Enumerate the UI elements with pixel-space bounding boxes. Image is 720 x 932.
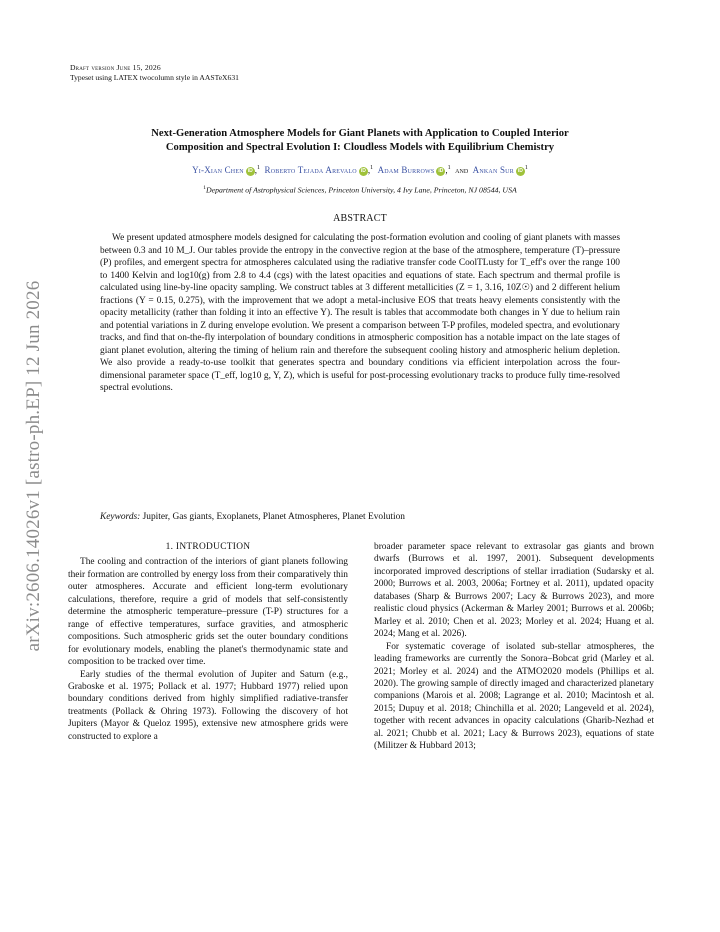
draft-version: Draft version June 15, 2026	[70, 63, 161, 72]
body-paragraph: For systematic coverage of isolated sub-stellar atmospheres, the leading frameworks are currently the Sonora–Bobcat grid (Marley et al. 2021; Morley et al. 2024) and the ATMO2020 models (Phillips et al. 2020). The growing sample of directly imaged and characterized planetary companions (Marois et al. 2008; Lagrange et al. 2010; Macintosh et al. 2015; Dupuy et al. 2018; Chinchilla et al. 2020; Langeveld et al. 2024), together with recent advances in opacity calculations (Gharib-Nezhad et al. 2021; Chubb et al. 2021; Lacy & Burrows 2023), equations of state (Militzer & Hubbard 2013;	[374, 641, 654, 752]
keywords-list: Jupiter, Gas giants, Exoplanets, Planet Atmospheres, Planet Evolution	[142, 512, 405, 522]
author-affil-mark: 1	[524, 165, 528, 171]
author-affil-mark: 1	[370, 165, 374, 171]
abstract-text: We present updated atmosphere models designed for calculating the post-formation evolution and cooling of giant planets with masses between 0.3 and 10 M_J. Our tables provide the entropy in the convective region at the base of the atmosphere, temperature (T)–pressure (P) profiles, and emergent spectra for atmospheres calculated using the radiative transfer code CoolTLusty for T_eff's over the range 100 to 1400 Kelvin and log10(g) from 2.8 to 4.4 (cgs) with the latest opacities and equations of state. Each spectrum and thermal profile is calculated using line-by-line opacity sampling. We construct tables at 3 different metallicities (Z = 1, 3.16, 10Z☉) and 2 different helium fractions (Y = 0.15, 0.275), with the improvement that we adopt a metal-inclusive EOS that treats heavy elements consistently with the opacity metallicity (rather than folding it into an effective Y). The result is tables that accommodate both changes in Y due to helium rain and potential variations in Z during envelope evolution. We present a comparison between T-P profiles, modeled spectra, and evolutionary tracks, and find that on-the-fly interpolation of boundary conditions in atmospheric composition has a notable impact on the late stages of giant planet evolution, altering the timing of helium rain and therefore the subsequent cooling history and atmospheric helium depletion. We also provide a ready-to-use toolkit that generates spectra and boundary conditions via efficient interpolation across the four-dimensional parameter space (T_eff, log10 g, Y, Z), which is useful for post-processing evolutionary tracks to produce fully time-resolved spectral evolutions.	[100, 233, 620, 393]
author-and: and	[455, 165, 469, 175]
arxiv-sidebar	[22, 236, 46, 696]
author-name[interactable]: Roberto Tejada Arevalo	[264, 165, 357, 175]
right-column	[374, 541, 654, 753]
paper-title	[70, 127, 650, 155]
title-line-2: Composition and Spectral Evolution I: Cloudless Models with Equilibrium Chemistry	[165, 142, 555, 153]
affiliation-text: Department of Astrophysical Sciences, Princeton University, 4 Ivy Lane, Princeton, NJ 08544, USA	[206, 185, 517, 195]
typeset-note: Typeset using LATEX twocolumn style in AASTeX631	[70, 73, 239, 82]
author-affil-mark: 1	[447, 165, 451, 171]
section-heading: 1. INTRODUCTION	[165, 542, 251, 552]
author-list: Yi-Xian Chen iD ,$^1$ Roberto Tejada Arevalo iD ,$^1$ Adam Burrows iD ,$^1$ and Ankan Sur iD $^1$	[192, 165, 528, 175]
author-name[interactable]: Adam Burrows	[377, 165, 435, 175]
keywords	[100, 512, 620, 522]
affiliation-mark: 1	[203, 185, 206, 191]
author-name[interactable]: Yi-Xian Chen	[192, 165, 244, 175]
body-paragraph: The cooling and contraction of the interiors of giant planets following their formation are controlled by energy loss from their comparatively thin outer atmospheres. Accurate and efficient long-term evolutionary calculations, therefore, require a grid of models that self-consistently determine the atmospheric temperature–pressure (T-P) structures for a range of effective temperatures, surface gravities, and atmospheric compositions. Such atmospheric grids set the outer boundary conditions for evolutionary models, enabling the planet's thermodynamic state and composition to be tracked over time.	[68, 557, 348, 668]
keywords-label: Keywords:	[100, 512, 141, 522]
body-paragraph: broader parameter space relevant to extrasolar gas giants and brown dwarfs (Burrows et al. 1997, 2001). Subsequent developments incorporated improved descriptions of stellar irradiation (Sudarsky et al. 2000; Burrows et al. 2003, 2006a; Fortney et al. 2011), updated opacity databases (Sharp & Burrows 2007; Lacy & Burrows 2023), and more realistic cloud physics (Ackerman & Marley 2001; Burrows et al. 2006b; Marley et al. 2010; Chen et al. 2023; Morley et al. 2024; Huang et al. 2024; Mang et al. 2026).	[374, 542, 654, 640]
arxiv-identifier: arXiv:2606.14026v1 [astro-ph.EP] 12 Jun 2026	[23, 280, 44, 652]
title-line-1: Next-Generation Atmosphere Models for Giant Planets with Application to Coupled Interior	[151, 128, 569, 139]
draft-header	[70, 63, 239, 83]
orcid-icon[interactable]: iD	[247, 168, 253, 174]
author-affil-mark: 1	[257, 165, 260, 171]
body-paragraph: Early studies of the thermal evolution of Jupiter and Saturn (e.g., Graboske et al. 1975; Pollack et al. 1977; Hubbard 1977) relied upon boundary conditions derived from highly simplified radiative-transfer treatments (Pollack & Ohring 1973). Following the discovery of hot Jupiters (Mayor & Queloz 1995), extensive new atmosphere grids were constructed to explore a	[68, 669, 348, 742]
abstract-heading: ABSTRACT	[333, 213, 387, 224]
author-name[interactable]: Ankan Sur	[472, 165, 514, 175]
orcid-icon[interactable]: iD	[360, 168, 366, 174]
orcid-icon[interactable]: iD	[438, 168, 444, 174]
affiliation	[70, 185, 650, 195]
orcid-icon[interactable]: iD	[517, 168, 523, 174]
left-column	[68, 541, 348, 743]
